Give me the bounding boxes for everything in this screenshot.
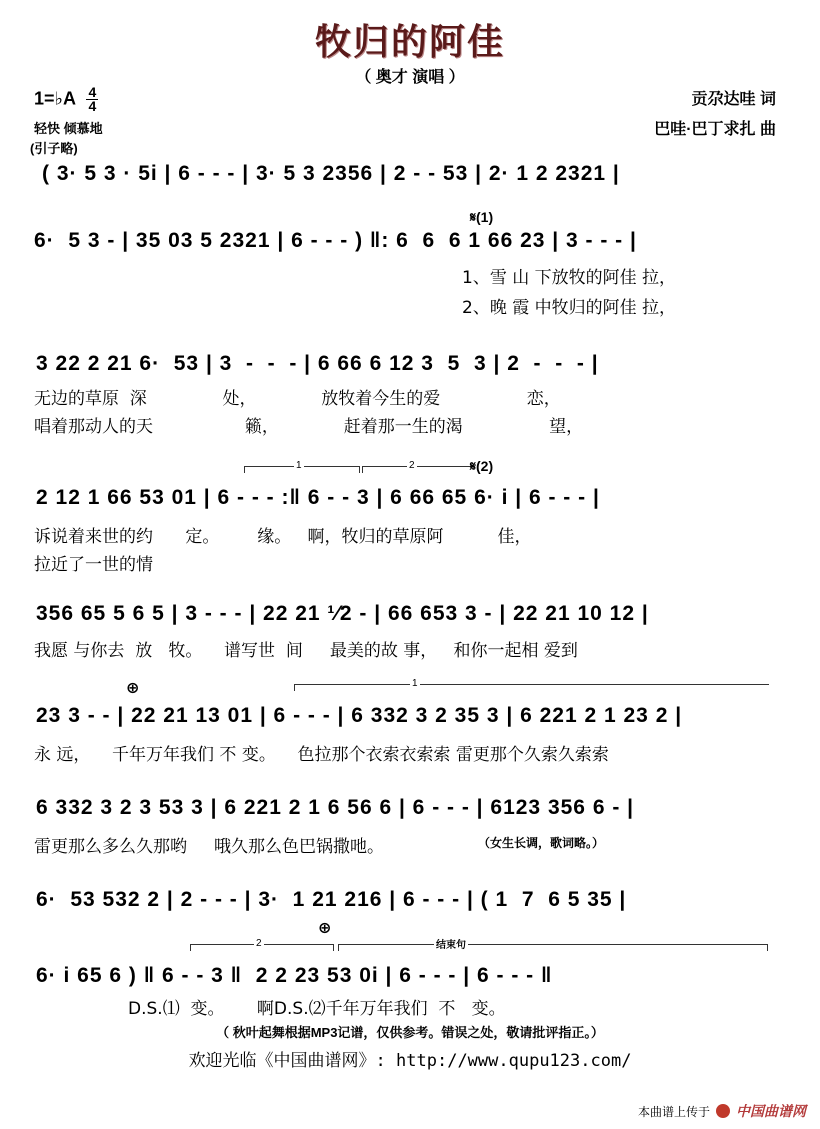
notes: ( 3· 5 3 · 5i | 6 - - - | 3· 5 3 2356 | 2 - - 53 | 2· 1 2 2321 | (42, 162, 620, 185)
brand-name[interactable]: 中国曲谱网 (736, 1103, 806, 1119)
lyric-verse-1: D.S.⑴ 变。 啊D.S.⑵千年万年我们 不 变。 (128, 999, 506, 1019)
score-line-1 (0, 158, 820, 198)
lyric-verse-2: 拉近了一世的情 (34, 555, 153, 575)
key-signature (34, 86, 98, 113)
score-line-6 (0, 678, 820, 765)
ending-bracket (338, 944, 768, 951)
upload-attribution (638, 1101, 806, 1121)
score-line-8 (0, 884, 820, 924)
lyric-verse-1: 1、雪 山 下放牧的阿佳 拉， (462, 268, 677, 288)
segno-icon: 𝄋(2) (470, 458, 494, 474)
volta-label-2: 2 (409, 460, 415, 471)
transcription-note: （ 秋叶起舞根据MP3记谱，仅供参考。错误之处，敬请批评指正。） (216, 1025, 604, 1040)
time-signature (86, 86, 98, 113)
score-line-2 (0, 209, 820, 318)
tempo-marking: 轻快 倾慕地 (34, 121, 103, 136)
performer: （ 奥才 演唱 ） (355, 69, 465, 86)
notes: 3 22 2 21 6· 53 | 3 - - - | 6 66 6 12 3 5 3 | 2 - - - | (36, 352, 599, 375)
lyric-verse-1: 永 远， 千年万年我们 不 变。 色拉那个衣索衣索索 雷更那个久索久索索 (34, 745, 609, 765)
score-line-7 (0, 792, 820, 857)
lyricist-credit: 贡尕达哇 词 (691, 91, 776, 108)
lyric-verse-1: 我愿 与你去 放 牧。 谱写世 间 最美的故 事， 和你一起相 爱到 (34, 641, 578, 661)
score-line-5 (0, 600, 820, 661)
lyric-verse-1: 无边的草原 深 处， 放牧着今生的爱 恋， (34, 389, 561, 409)
side-note: （女生长调，歌词略。） (478, 836, 605, 850)
time-sig-top: 4 (88, 84, 97, 100)
lyric-verse-1: 雷更那么多么久那哟 哦久那么色巴锅撒吔。 (34, 837, 385, 857)
upload-label: 本曲谱上传于 (637, 1104, 710, 1119)
volta-label-1: 1 (412, 678, 418, 689)
score-line-3 (0, 348, 820, 437)
coda-icon: ⊕ (126, 680, 140, 697)
segno-icon: 𝄋(1) (470, 209, 494, 225)
notes: 6· i 65 6 ) ‖ 6 - - 3 ‖ 2 2 23 53 0i | 6 - - - | 6 - - - ‖ (36, 964, 553, 987)
lyric-verse-2: 2、晚 霞 中牧归的阿佳 拉， (462, 298, 677, 318)
notes: 6 332 3 2 3 53 3 | 6 221 2 1 6 56 6 | 6 - - - | 6123 356 6 - | (36, 796, 635, 819)
notes: 2 12 1 66 53 01 | 6 - - - :‖ 6 - - 3 | 6 66 65 6· i | 6 - - - | (36, 486, 600, 509)
coda-icon: ⊕ (318, 920, 332, 937)
site-link[interactable]: 欢迎光临《中国曲谱网》: http://www.qupu123.com/ (188, 1051, 632, 1071)
time-sig-bottom: 4 (88, 98, 97, 114)
ending-label: 结束句 (434, 936, 468, 951)
volta-bracket-1 (294, 684, 769, 691)
brand-logo-icon (716, 1104, 730, 1118)
notes: 356 65 5 6 5 | 3 - - - | 22 21 ¹⁄2 - | 66 653 3 - | 22 21 10 12 | (36, 602, 649, 625)
key-label: 1=♭A (34, 88, 76, 109)
score-line-9 (0, 920, 820, 1019)
volta-label-2: 2 (256, 938, 262, 949)
song-title: 牧归的阿佳 (314, 21, 505, 62)
volta-bracket-2 (362, 466, 473, 473)
composer-credit: 巴哇·巴丁求扎 曲 (654, 121, 776, 138)
notes: 6· 53 532 2 | 2 - - - | 3· 1 21 216 | 6 - - - | ( 1 7 6 5 35 | (36, 888, 627, 911)
lyric-verse-2: 唱着那动人的天 籁， 赶着那一生的渴 望， (34, 417, 584, 437)
volta-label-1: 1 (296, 460, 302, 471)
notes: 6· 5 3 - | 35 03 5 2321 | 6 - - - ) ‖: 6 6 6 1 66 23 | 3 - - - | (34, 229, 637, 252)
lyric-verse-1: 诉说着来世的约 定。 缘。 啊，牧归的草原阿 佳， (34, 527, 532, 547)
score-line-4 (0, 458, 820, 575)
notes: 23 3 - - | 22 21 13 01 | 6 - - - | 6 332 3 2 35 3 | 6 221 2 1 23 2 | (36, 704, 683, 727)
intro-note: (引子略) (30, 141, 78, 156)
